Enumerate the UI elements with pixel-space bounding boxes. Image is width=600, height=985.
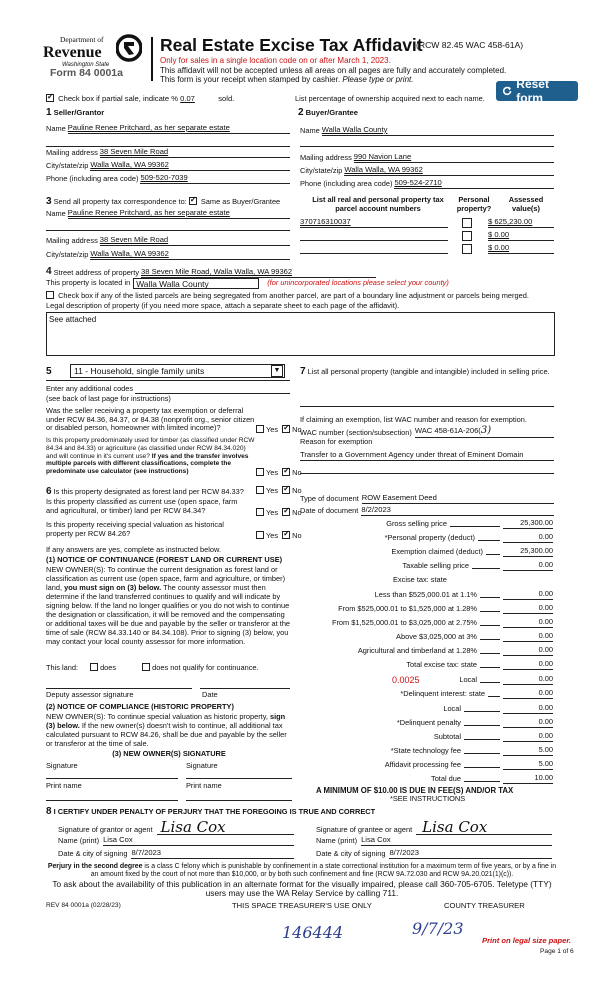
- owner-signature-line-1[interactable]: [46, 778, 178, 779]
- processing-fee-field[interactable]: 5.00: [503, 760, 553, 770]
- personal-property-line[interactable]: [300, 406, 554, 407]
- parcel-number-1[interactable]: 370716310037: [300, 218, 448, 228]
- grantor-signature-field[interactable]: Lisa Cox: [157, 820, 295, 835]
- perjury-text: is a class C felony which is punishable by confinement in a state correctional institution for a maximum term of five years, or by a fine in an amount fixed by the court of not more than $10,000, or by both such confinement and fine (RCW 9A.72.030 and RCW 9A.20.021(1)(c)).: [90, 863, 557, 879]
- current-use-no-checkbox[interactable]: [282, 508, 290, 516]
- buyer-phone-label: Phone (including area code): [300, 179, 393, 189]
- seller-phone-field[interactable]: 509-520-7039: [140, 174, 290, 184]
- exempt-row: [303, 547, 553, 557]
- additional-codes-label: Enter any additional codes: [46, 384, 134, 393]
- personal-property-text: [300, 366, 554, 378]
- reason-label: Reason for exemption: [300, 437, 373, 446]
- seller-name-label: Name: [46, 124, 66, 134]
- reset-form-label: Reset form: [516, 76, 549, 105]
- partial-sold-label: sold.: [218, 94, 235, 103]
- grantor-signature-row: [58, 820, 294, 835]
- seller-name-row: [46, 124, 290, 134]
- section-1-number: 1: [46, 107, 52, 118]
- exemption-yes-label: Yes: [266, 425, 279, 434]
- land-use-select[interactable]: [70, 364, 285, 378]
- logo-state-text: Washington State: [62, 62, 110, 68]
- tier2-field[interactable]: 0.00: [503, 604, 553, 614]
- tier1-row: [303, 590, 553, 600]
- land-does-label: does: [100, 663, 117, 672]
- tier4-row: [303, 632, 553, 642]
- parcel-value-2[interactable]: $ 0.00: [488, 231, 554, 241]
- additional-codes-field[interactable]: [135, 386, 290, 394]
- local-rate: 0.0025: [392, 675, 420, 685]
- local-field[interactable]: 0.00: [503, 675, 553, 685]
- grantee-date-label: Date & city of signing: [316, 849, 386, 859]
- parcel-col-value-header: Assessed value(s): [508, 195, 544, 213]
- land-does-not-checkbox[interactable]: [142, 663, 150, 671]
- buyer-address-label: Mailing address: [300, 153, 352, 163]
- total-state-label: Total excise tax: state: [406, 660, 477, 669]
- correspondence-label: Send all property tax correspondence to:: [53, 197, 187, 206]
- wac-row: [300, 425, 554, 438]
- ag-field[interactable]: 0.00: [503, 646, 553, 656]
- section-3-number: 3: [46, 196, 52, 207]
- tier4-field[interactable]: 0.00: [503, 632, 553, 642]
- stamp-date: 9/7/23: [412, 919, 464, 938]
- dor-swirl-icon: [116, 34, 142, 62]
- type-print-note: Please type or print.: [342, 75, 414, 84]
- seller-city-row: [46, 161, 290, 171]
- grantor-date-field[interactable]: 8/7/2023: [131, 849, 294, 859]
- buyer-address-row: [300, 153, 554, 163]
- timber-question-text: Is this property predominately used for timber (as classified under RCW 84.34 and 84.33) or agriculture (as classified under RCW 84.34.020) and will continue in it's current use?: [46, 437, 255, 460]
- buyer-name-label: Name: [300, 126, 320, 136]
- exemption-question: Was the seller receiving a property tax exemption or deferral under RCW 84.36, 84.37, or 84.38 (nonprofit org., senior citizen or disabled person, homeowner with limited income)?: [46, 406, 255, 433]
- section-2-heading: [298, 107, 358, 119]
- land-use-select-value: 11 - Household, single family units: [74, 365, 205, 376]
- grantor-date-label: Date & city of signing: [58, 849, 128, 859]
- parcel-col-numbers-header: List all real and personal property tax parcel account numbers: [312, 195, 444, 213]
- notice-compliance-text-a: NEW OWNER(S): To continue special valuation as historic property,: [46, 712, 268, 721]
- timber-question: [46, 437, 256, 476]
- buyer-address-field[interactable]: 990 Navion Lane: [354, 153, 554, 163]
- page-number: Page 1 of 6: [540, 948, 574, 955]
- wac-field[interactable]: [415, 425, 554, 438]
- exemption-yes-no: [256, 425, 302, 435]
- section-8-number: 8: [46, 806, 52, 817]
- seller-phone-label: Phone (including area code): [46, 174, 139, 184]
- doc-type-row: [300, 494, 554, 504]
- buyer-city-row: [300, 166, 554, 176]
- deputy-date-line[interactable]: [200, 688, 290, 689]
- historic-yes-no: [256, 531, 302, 541]
- subtotal-row: [303, 732, 553, 742]
- wac-field-text: WAC 458-61A-206(: [414, 426, 481, 435]
- historic-yes-label: Yes: [266, 531, 279, 540]
- deputy-signature-line[interactable]: [46, 688, 192, 689]
- notice-compliance-text: [46, 712, 292, 748]
- certify-text: I CERTIFY UNDER PENALTY OF PERJURY THAT THE FOREGOING IS TRUE AND CORRECT: [53, 807, 376, 816]
- parcel-value-3[interactable]: $ 0.00: [488, 244, 554, 254]
- minimum-note: A MINIMUM OF $10.00 IS DUE IN FEE(S) AND/OR TAX: [316, 786, 514, 795]
- tech-fee-field[interactable]: 5.00: [503, 746, 553, 756]
- doc-type-label: Type of document: [300, 494, 359, 504]
- revision-code: REV 84 0001a (02/28/23): [46, 902, 121, 909]
- notice-compliance-text-bold: sign (3) below.: [46, 712, 286, 731]
- buyer-city-field[interactable]: Walla Walla, WA 99362: [344, 166, 554, 176]
- exemption-yes-checkbox[interactable]: [256, 425, 264, 433]
- forest-yes-no: [256, 486, 302, 496]
- timber-yes-label: Yes: [266, 468, 279, 477]
- interest-local-label: Local: [443, 704, 461, 713]
- owner-signature-label-1: Signature: [46, 761, 78, 770]
- legal-description-field[interactable]: See attached: [46, 312, 555, 356]
- owner-signature-line-2[interactable]: [186, 778, 292, 779]
- treasurer-only-label: THIS SPACE TREASURER'S USE ONLY: [232, 901, 372, 910]
- forest-question-text: Is this property designated as forest land per RCW 84.33?: [53, 487, 244, 496]
- street-address-field[interactable]: 38 Seven Mile Road, Walla Walla, WA 99362: [141, 268, 376, 278]
- stamp-number: 146444: [282, 923, 344, 942]
- historic-no-label: No: [292, 531, 302, 540]
- buyer-name-field[interactable]: Walla Walla County: [322, 126, 554, 136]
- red-note: Only for sales in a single location code on or after March 1, 2023.: [160, 56, 391, 65]
- grantee-signature-row: [316, 820, 552, 835]
- this-land-label: This land:: [46, 663, 79, 672]
- wac-handwritten: 3): [480, 425, 492, 436]
- owner-print-name-label-1: Print name: [46, 781, 82, 790]
- wac-label: WAC number (section/subsection): [300, 428, 412, 438]
- forest-no-checkbox[interactable]: [282, 486, 290, 494]
- grantor-date-row: [58, 849, 294, 859]
- correspondence-address-field[interactable]: 38 Seven Mile Road: [100, 236, 290, 246]
- notice-continuance-text-bold: you must sign on (3) below.: [64, 583, 162, 593]
- correspondence-address-row: [46, 236, 290, 246]
- penalty-label: *Delinquent penalty: [396, 718, 461, 727]
- partial-percent-field[interactable]: 0.07: [180, 94, 195, 103]
- timber-question-bold: If yes and the transfer involves multiple parcels with different classifications, complete the predominate use calculator (see instructions): [46, 452, 249, 476]
- refresh-icon: [502, 85, 512, 97]
- receipt-note-text: This form is your receipt when stamped by cashier.: [160, 75, 341, 84]
- perjury-bold: Perjury in the second degree: [47, 863, 143, 870]
- total-due-row: [303, 774, 553, 784]
- seller-address-label: Mailing address: [46, 148, 98, 158]
- correspondence-address-label: Mailing address: [46, 236, 98, 246]
- seller-name-field[interactable]: Pauline Renee Pritchard, as her separate estate: [68, 124, 290, 134]
- header-divider: [151, 37, 153, 81]
- logo-dept-text: Department of: [60, 35, 104, 44]
- taxable-field[interactable]: 0.00: [503, 561, 553, 571]
- notice-continuance-text: [46, 565, 292, 646]
- interest-state-row: [303, 689, 553, 699]
- grantee-name-label: Name (print): [316, 836, 358, 846]
- parcel-personal-checkbox-3[interactable]: [462, 244, 472, 254]
- gross-field[interactable]: 25,300.00: [503, 519, 553, 529]
- correspondence-city-row: [46, 250, 290, 260]
- forest-yes-checkbox[interactable]: [256, 486, 264, 494]
- doc-date-label: Date of document: [300, 506, 359, 516]
- timber-no-checkbox[interactable]: [282, 468, 290, 476]
- partial-sale-row: [46, 94, 234, 104]
- seller-city-label: City/state/zip: [46, 161, 89, 171]
- grantor-signature-label: Signature of grantor or agent: [58, 825, 153, 835]
- grantee-name-field[interactable]: Lisa Cox: [361, 836, 552, 846]
- subtotal-field[interactable]: 0.00: [503, 732, 553, 742]
- taxable-row: [303, 561, 553, 571]
- partial-sale-checkbox[interactable]: [46, 94, 54, 102]
- form-id: Form 84 0001a: [50, 67, 123, 79]
- deputy-signature-label: Deputy assessor signature: [46, 690, 134, 699]
- this-land-row: [46, 663, 292, 673]
- notice-continuance-text-a: NEW OWNER(S): To continue the current designation as forest land or classification as current use (open space, farm and agriculture, or timber) land,: [46, 565, 286, 593]
- tech-fee-row: [303, 746, 553, 756]
- parcel-personal-checkbox-2[interactable]: [462, 231, 472, 241]
- acceptance-note: This affidavit will not be accepted unless all areas on all pages are fully and accurately completed.: [160, 66, 507, 75]
- gross-label: Gross selling price: [386, 519, 447, 528]
- total-state-row: [303, 660, 553, 670]
- total-due-field[interactable]: 10.00: [503, 774, 553, 784]
- tier2-row: [303, 604, 553, 614]
- total-state-field[interactable]: 0.00: [503, 660, 553, 670]
- logo-name-text: Revenue: [43, 44, 102, 61]
- interest-state-label: *Delinquent interest: state: [400, 689, 485, 698]
- current-use-yes-no: [256, 508, 302, 518]
- ag-row: [303, 646, 553, 656]
- reset-form-button[interactable]: [496, 76, 578, 105]
- grantee-signature-label: Signature of grantee or agent: [316, 825, 413, 835]
- segregate-row: [46, 291, 529, 301]
- located-note: (for unincorporated locations please select your county): [267, 278, 449, 288]
- parcel-personal-checkbox-1[interactable]: [462, 218, 472, 228]
- local-label: Local: [459, 675, 477, 684]
- new-owner-signature-title: (3) NEW OWNER(S) SIGNATURE: [112, 749, 226, 758]
- tier3-row: [303, 618, 553, 628]
- doc-type-field[interactable]: ROW Easement Deed: [362, 494, 554, 504]
- processing-fee-label: Affidavit processing fee: [384, 760, 461, 769]
- correspondence-name-line2: [46, 230, 290, 231]
- buyer-name-row: [300, 126, 554, 136]
- street-address-label: Street address of property: [53, 268, 140, 278]
- total-due-label: Total due: [431, 774, 461, 783]
- print-legal-note: Print on legal size paper.: [482, 936, 572, 945]
- grantee-name-row: [316, 836, 552, 846]
- tier1-field[interactable]: 0.00: [503, 590, 553, 600]
- grantee-date-row: [316, 849, 552, 859]
- chevron-down-icon: ▼: [271, 365, 283, 377]
- located-row: [46, 278, 449, 289]
- notice-compliance-title: (2) NOTICE OF COMPLIANCE (HISTORIC PROPERTY): [46, 702, 234, 711]
- historic-no-checkbox[interactable]: [282, 531, 290, 539]
- seller-heading: Seller/Grantor: [53, 108, 105, 117]
- ag-label: Agricultural and timberland at 1.28%: [357, 646, 477, 655]
- perjury-note: [46, 863, 558, 879]
- historic-yes-checkbox[interactable]: [256, 531, 264, 539]
- tier2-label: From $525,000.01 to $1,525,000 at 1.28%: [338, 604, 477, 613]
- section-5-number: 5: [46, 366, 52, 377]
- buyer-name-line2: [300, 146, 554, 147]
- correspondence-name-field[interactable]: Pauline Renee Pritchard, as her separate estate: [68, 209, 290, 219]
- correspondence-city-label: City/state/zip: [46, 250, 89, 260]
- county-select[interactable]: Walla Walla County: [133, 278, 259, 289]
- seller-city-field[interactable]: Walla Walla, WA 99362: [90, 161, 290, 171]
- deputy-date-label: Date: [202, 690, 218, 699]
- if-yes-note: If any answers are yes, complete as instructed below.: [46, 545, 221, 554]
- section-6-number: 6: [46, 486, 52, 497]
- see-instructions-note: *SEE INSTRUCTIONS: [390, 794, 466, 803]
- section-7-number: 7: [300, 366, 306, 377]
- interest-state-field[interactable]: 0.00: [503, 689, 553, 699]
- notice-continuance-title: (1) NOTICE OF CONTINUANCE (FOREST LAND OR CURRENT USE): [46, 555, 283, 564]
- owner-signature-label-2: Signature: [186, 761, 218, 770]
- personal-field[interactable]: 0.00: [503, 533, 553, 543]
- historic-question: Is this property receiving special valuation as historical property per RCW 84.26?: [46, 520, 224, 538]
- section-1-heading: [46, 107, 104, 119]
- grantor-name-field[interactable]: Lisa Cox: [103, 836, 294, 846]
- same-as-buyer-label: Same as Buyer/Grantee: [200, 197, 281, 206]
- correspondence-city-field[interactable]: Walla Walla, WA 99362: [90, 250, 290, 260]
- current-use-yes-checkbox[interactable]: [256, 508, 264, 516]
- exemption-no-checkbox[interactable]: [282, 425, 290, 433]
- ownership-note: List percentage of ownership acquired next to each name.: [295, 94, 485, 103]
- see-back-note: (see back of last page for instructions): [46, 394, 171, 403]
- partial-sale-label: Check box if partial sale, indicate %: [58, 94, 178, 103]
- owner-print-name-line-1[interactable]: [46, 800, 178, 801]
- segregate-label: Check box if any of the listed parcels are being segregated from another parcel, are part of a boundary line adjustment or parcels being merged.: [58, 291, 529, 300]
- tech-fee-label: *State technology fee: [390, 746, 461, 755]
- land-does-not-label: does not qualify for continuance.: [152, 663, 259, 672]
- seller-address-field[interactable]: 38 Seven Mile Road: [100, 148, 290, 158]
- notice-compliance-text-b: If the new owner(s) doesn't wish to continue, all additional tax calculated pursuant to RCW 84.26, shall be due and payable by the seller or transferor at the time of sale.: [46, 721, 287, 749]
- county-treasurer-label: COUNTY TREASURER: [444, 901, 525, 910]
- interest-local-field[interactable]: 0.00: [503, 704, 553, 714]
- forest-no-label: No: [292, 486, 302, 495]
- street-address-row: [46, 266, 376, 278]
- buyer-phone-row: [300, 179, 554, 189]
- section-2-number: 2: [298, 107, 304, 118]
- parcel-number-2[interactable]: [300, 231, 448, 241]
- taxable-label: Taxable selling price: [402, 561, 469, 570]
- seller-name-line2: [46, 146, 290, 147]
- land-use-divider: [46, 380, 290, 381]
- parcel-value-1[interactable]: $ 625,230.00: [488, 218, 554, 228]
- grantor-name-label: Name (print): [58, 836, 100, 846]
- forest-yes-label: Yes: [266, 486, 279, 495]
- doc-date-row: [300, 506, 554, 516]
- gross-row: [303, 519, 553, 529]
- tier3-field[interactable]: 0.00: [503, 618, 553, 628]
- seller-address-row: [46, 148, 290, 158]
- penalty-field[interactable]: 0.00: [503, 718, 553, 728]
- grantee-signature-field[interactable]: Lisa Cox: [416, 820, 552, 835]
- timber-yes-checkbox[interactable]: [256, 468, 264, 476]
- personal-row: [303, 533, 553, 543]
- current-use-question: Is this property classified as current use (open space, farm and agricultural, or timber) land per RCW 84.34?: [46, 497, 238, 515]
- current-use-no-label: No: [292, 508, 302, 517]
- doc-date-field[interactable]: 8/2/2023: [361, 506, 554, 516]
- seller-phone-row: [46, 174, 290, 184]
- timber-no-label: No: [292, 468, 302, 477]
- located-label: This property is located in: [46, 278, 131, 288]
- current-use-yes-label: Yes: [266, 508, 279, 517]
- timber-yes-no: [256, 468, 302, 478]
- correspondence-name-row: [46, 209, 290, 219]
- exempt-label: Exemption claimed (deduct): [391, 547, 483, 556]
- processing-fee-row: [303, 760, 553, 770]
- same-as-buyer-checkbox[interactable]: [189, 197, 197, 205]
- exemption-no-label: No: [292, 425, 302, 434]
- additional-codes-row: [46, 385, 290, 394]
- reason-field[interactable]: Transfer to a Government Agency under threat of Eminent Domain: [300, 451, 554, 461]
- owner-print-name-label-2: Print name: [186, 781, 222, 790]
- alt-format-note: To ask about the availability of this publication in an alternate format for the visually impaired, please call 360-705-6705. Teletype (TTY) users may use the WA Relay Service by calling 711.: [52, 879, 552, 899]
- certify-heading: [46, 806, 375, 818]
- interest-local-row: [303, 704, 553, 714]
- section-4-number: 4: [46, 266, 52, 277]
- tier3-label: From $1,525,000.01 to $3,025,000 at 2.75%: [331, 618, 477, 627]
- exempt-field[interactable]: 25,300.00: [503, 547, 553, 557]
- form-title: Real Estate Excise Tax Affidavit: [160, 35, 423, 55]
- legal-label: Legal description of property (if you need more space, attach a separate sheet to each page of the affidavit).: [46, 301, 400, 310]
- tier1-label: Less than $525,000.01 at 1.1%: [374, 590, 477, 599]
- buyer-city-label: City/state/zip: [300, 166, 343, 176]
- buyer-phone-field[interactable]: 509-524-2710: [394, 179, 554, 189]
- reason-line2[interactable]: [300, 473, 554, 474]
- parcel-col-personal-header: Personal property?: [456, 195, 492, 213]
- tier4-label: Above $3,025,000 at 3%: [396, 632, 477, 641]
- grantor-name-row: [58, 836, 294, 846]
- exemption-note: If claiming an exemption, list WAC number and reason for exemption.: [300, 415, 527, 424]
- personal-label: *Personal property (deduct): [384, 533, 475, 542]
- notice-continuance-text-b: The county assessor must then determine if the land transferred continues to qualify and will indicate by signing below. If the land no longer qualifies or you do not wish to continue the designation or classification, it will be removed and the compensating or additional taxes will be due and payable by the seller or transferor at the time of sale (RCW 84.33.140 or 84.34.108). Prior to signing (3) below, you may contact your local county assessor for more information.: [46, 583, 291, 647]
- correspondence-name-label: Name: [46, 209, 66, 219]
- land-does-checkbox[interactable]: [90, 663, 98, 671]
- penalty-row: [303, 718, 553, 728]
- personal-property-label: List all personal property (tangible and intangible) included in selling price.: [307, 367, 550, 376]
- subtotal-label: Subtotal: [433, 732, 461, 741]
- excise-state-label: Excise tax: state: [393, 575, 447, 584]
- section-3-heading: [46, 196, 280, 208]
- local-row: [303, 675, 553, 685]
- buyer-heading: Buyer/Grantee: [305, 108, 358, 117]
- grantee-date-field[interactable]: 8/7/2023: [389, 849, 552, 859]
- receipt-note: [160, 75, 413, 84]
- parcel-number-3[interactable]: [300, 244, 448, 254]
- form-citation: (RCW 82.45 WAC 458-61A): [416, 40, 524, 50]
- owner-print-name-line-2[interactable]: [186, 800, 292, 801]
- segregate-checkbox[interactable]: [46, 291, 54, 299]
